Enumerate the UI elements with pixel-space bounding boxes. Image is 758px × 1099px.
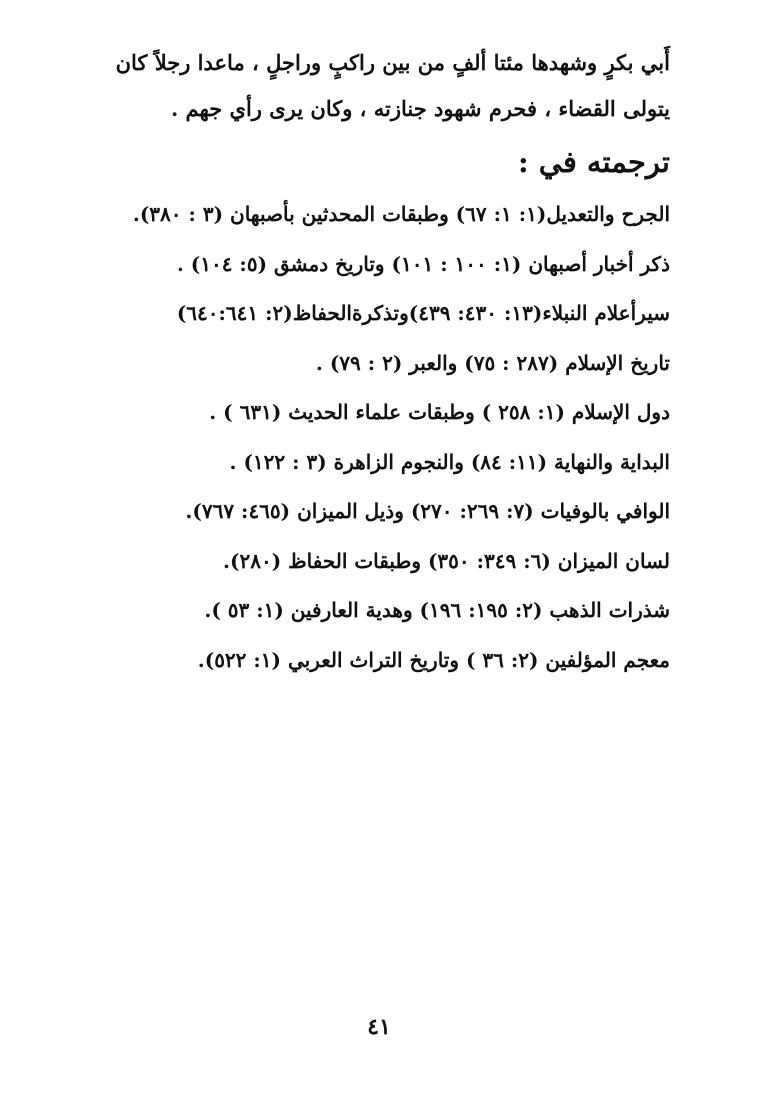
intro-line-2: يتولى القضاء ، فحرم شهود جنازته ، وكان يرى رأي جهم .	[170, 96, 670, 121]
page-number: ٤١	[367, 1014, 391, 1040]
reference-line: شذرات الذهب (٢: ١٩٥: ١٩٦) وهدية العارفين (١: ٥٣ ).	[204, 598, 670, 622]
reference-line: الجرح والتعديل(١: ١: ٦٧) وطبقات المحدثين بأصبهان (٣ : ٣٨٠).	[132, 202, 670, 226]
reference-line: سيرأعلام النبلاء(١٣: ٤٣٠: ٤٣٩)وتذكرةالحفاظ(٢: ٦٤٠:٦٤١)	[176, 301, 670, 325]
reference-line: ذكر أخبار أصبهان (١: ١٠٠ : ١٠١) وتاريخ دمشق (٥: ١٠٤) .	[176, 251, 670, 276]
reference-line: معجم المؤلفين (٢: ٣٦ ) وتاريخ التراث العربي (١: ٥٢٢).	[197, 647, 670, 672]
page-text	[88, 40, 670, 685]
reference-line: دول الإسلام (١: ٢٥٨ ) وطبقات علماء الحديث (٦٣١ ) .	[209, 400, 670, 424]
section-heading: ترجمته في :	[518, 145, 670, 179]
reference-line: الوافي بالوفيات (٧: ٢٦٩: ٢٧٠) وذيل الميزان (٤٦٥: ٧٦٧).	[185, 499, 670, 523]
reference-line: لسان الميزان (٦: ٣٤٩: ٣٥٠) وطبقات الحفاظ (٢٨٠).	[223, 548, 670, 573]
reference-line: البداية والنهاية (١١: ٨٤) والنجوم الزاهرة (٣ : ١٢٢) .	[229, 449, 670, 474]
reference-line: تاريخ الإسلام (٢٨٧ : ٧٥) والعبر (٢ : ٧٩) .	[315, 350, 670, 375]
intro-line-1: أَبي بكرٍ وشهدها مئتا ألفٍ من بين راكبٍ وراجلٍ ، ماعدا رجلاً كان	[115, 50, 670, 75]
